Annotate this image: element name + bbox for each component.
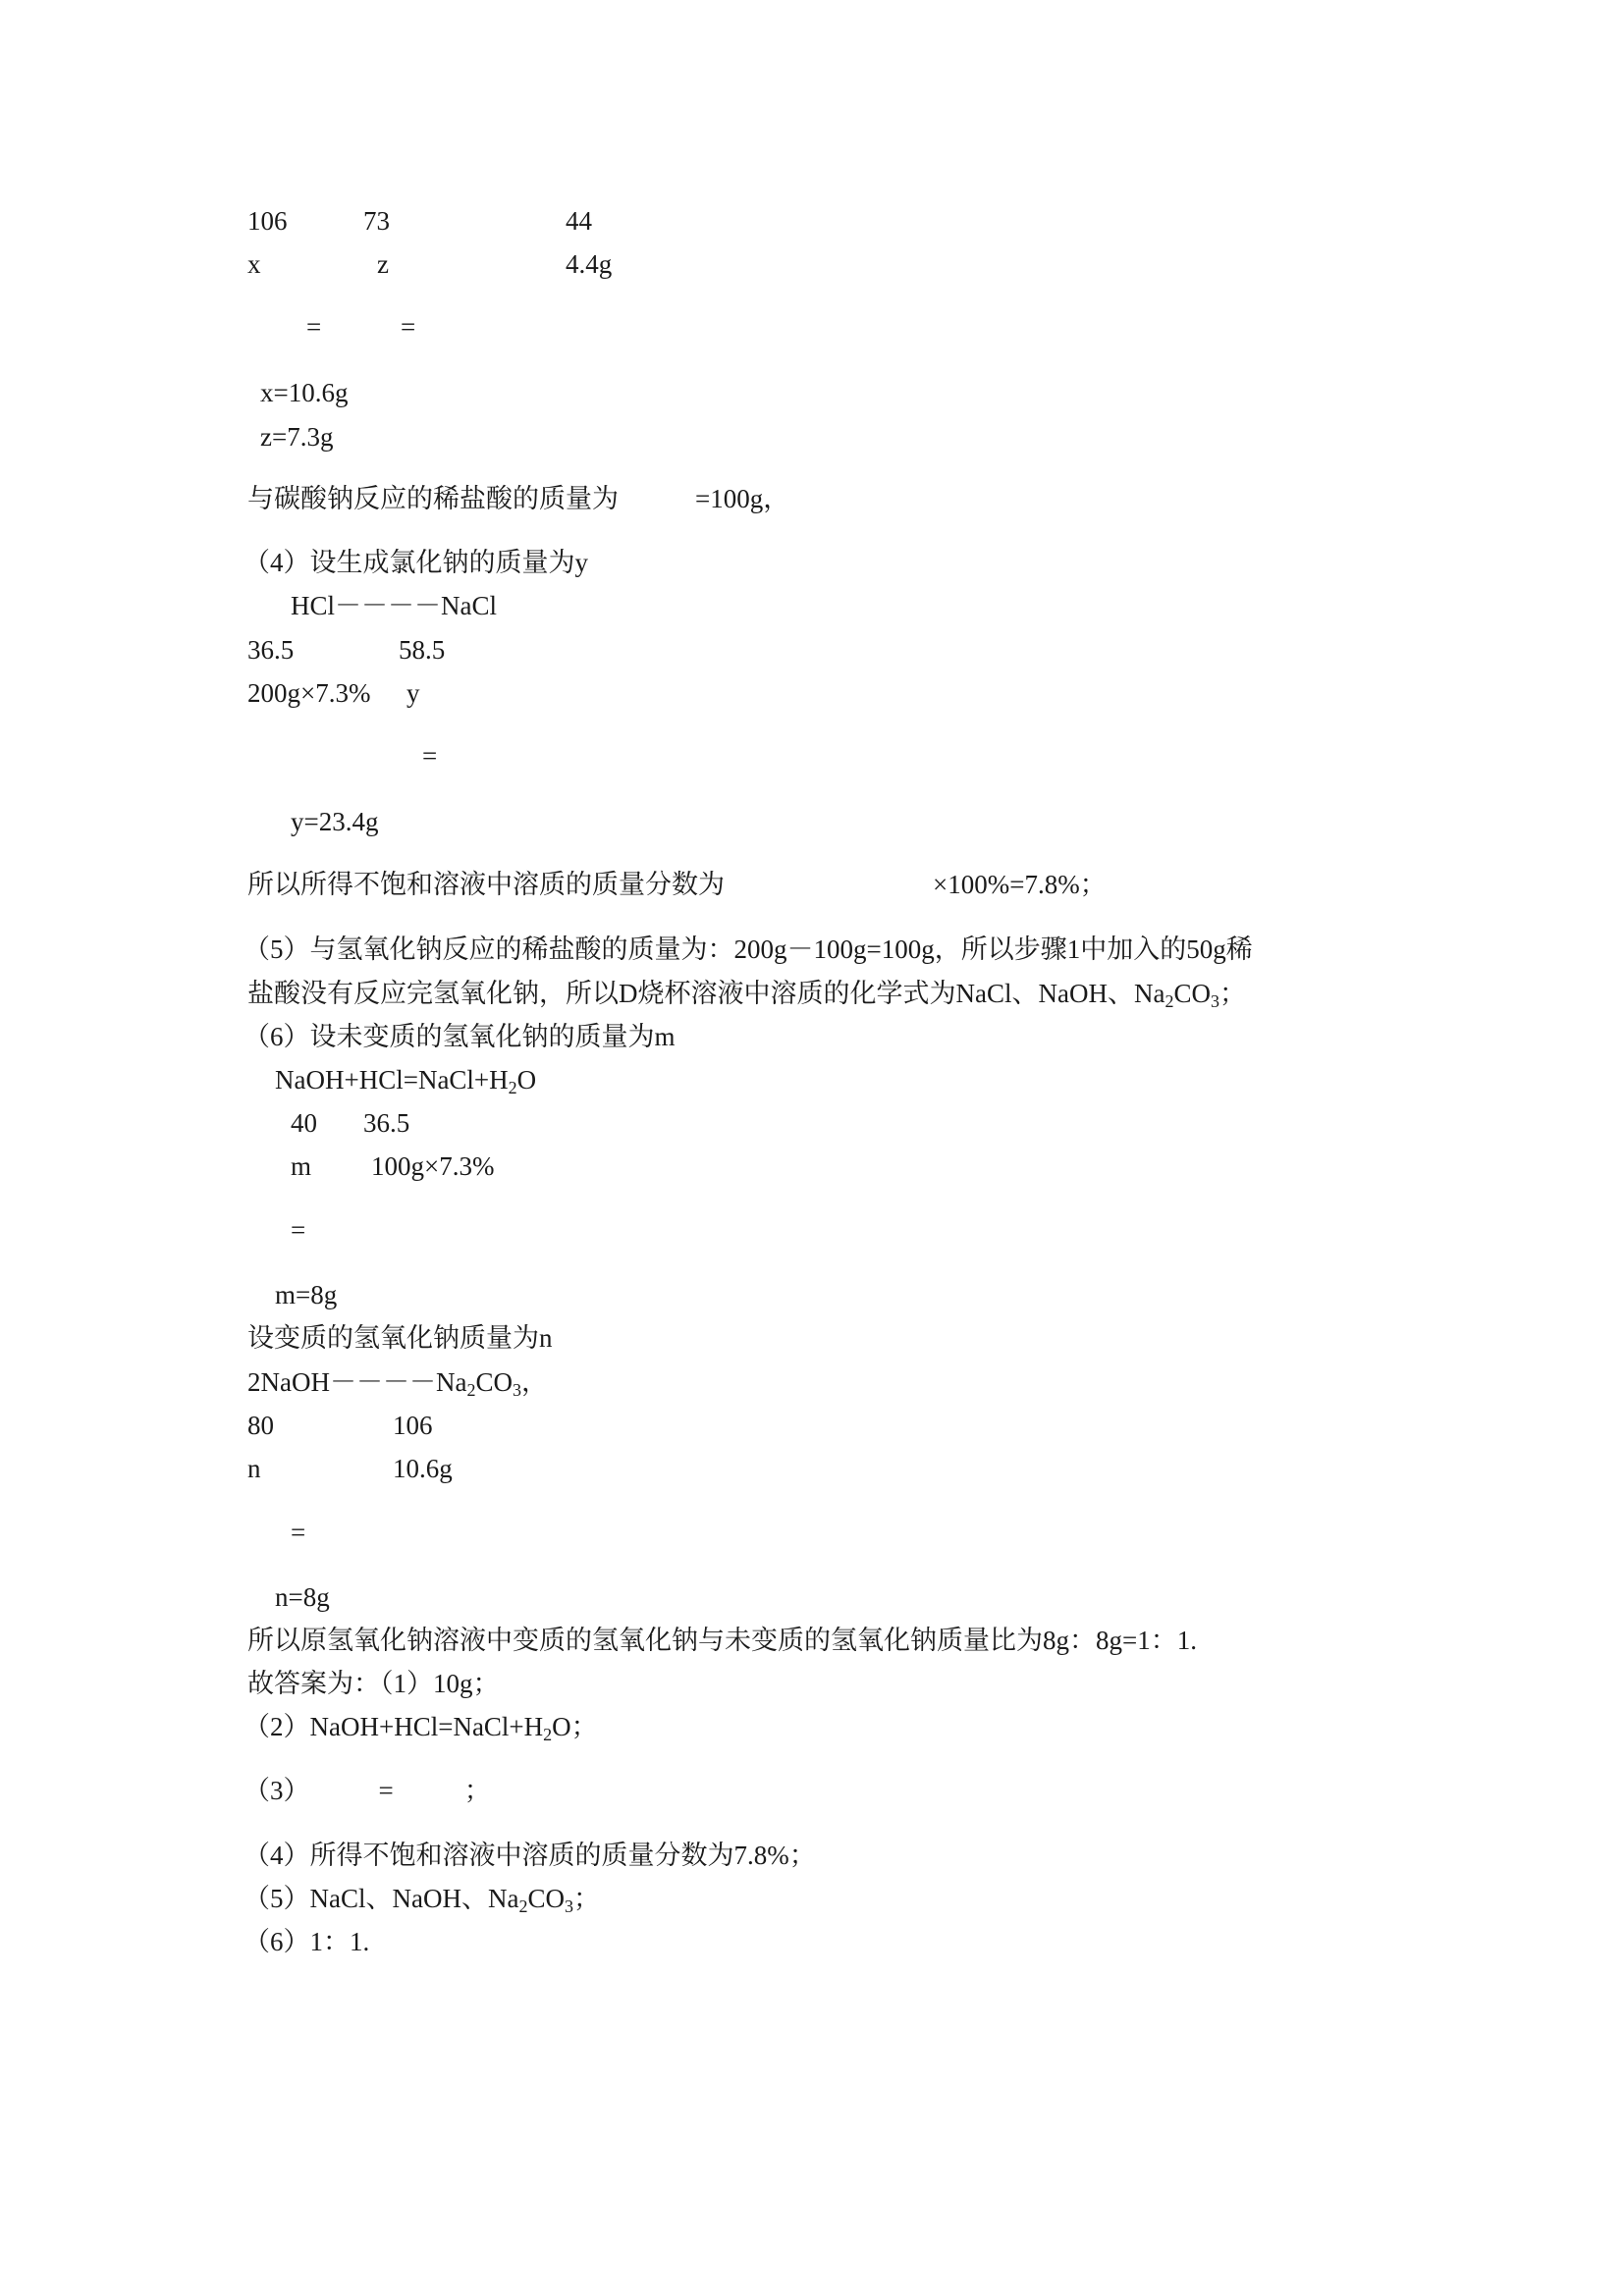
- mass-hcl: 73: [363, 206, 390, 236]
- equals-sign: =: [291, 1518, 306, 1547]
- mass-co2: 44: [566, 206, 592, 236]
- part4-mass-hcl: 36.5: [247, 635, 295, 665]
- hcl-mass-line: 与碳酸钠反应的稀盐酸的质量为 =100g，: [247, 484, 790, 513]
- part4-known-hcl: 200g×7.3%: [247, 678, 371, 708]
- part4-intro: （4）设生成氯化钠的质量为y: [244, 548, 588, 577]
- part6-relation: $2NaOH----Na_2CO_3$，: [247, 1367, 548, 1400]
- mass-na2co3: 106: [247, 206, 288, 236]
- part6-intro2: 设变质的氢氧化钠质量为n: [247, 1323, 553, 1353]
- part6-conclusion: 所以原氢氧化钠溶液中变质的氢氧化钠与未变质的氢氧化钠质量比为8g：8g=1：1.: [247, 1626, 1197, 1655]
- answer-4: （4）所得不饱和溶液中溶质的质量分数为7.8%；: [244, 1841, 816, 1870]
- equals-sign: =: [291, 1215, 306, 1245]
- fraction-line: 所以所得不饱和溶液中溶质的质量分数为 ×100%=7.8%；: [247, 870, 1107, 899]
- result-y: y=23.4g: [291, 807, 379, 836]
- part6-mass-hcl: 36.5: [363, 1108, 410, 1138]
- part4-relation: HCl－－－－NaCl: [291, 591, 498, 620]
- answer-6: （6）1：1.: [244, 1927, 370, 1956]
- answer-3: （3） = ；: [244, 1776, 491, 1805]
- part4-unknown-y: y: [406, 678, 420, 708]
- unknown-x: x: [247, 249, 261, 279]
- part6-known-hcl: 100g×7.3%: [371, 1151, 495, 1181]
- part6-intro: （6）设未变质的氢氧化钠的质量为m: [244, 1022, 676, 1051]
- part6-mass-naoh2: 80: [247, 1411, 274, 1440]
- part6-known-na2co3: 10.6g: [393, 1454, 453, 1483]
- part6-equation: $NaOH+HCl=NaCl+H_2O$: [275, 1065, 537, 1097]
- result-m: m=8g: [275, 1280, 338, 1309]
- part6-mass-na2co3: 106: [393, 1411, 433, 1440]
- part6-mass-naoh: 40: [291, 1108, 317, 1138]
- answer-5: （5）NaCl、NaOH、$Na_2CO_3$；: [244, 1884, 600, 1916]
- known-co2: 4.4g: [566, 249, 613, 279]
- result-n: n=8g: [275, 1582, 330, 1612]
- unknown-z: z: [377, 249, 389, 279]
- part5-line1: （5）与氢氧化钠反应的稀盐酸的质量为：200g－100g=100g，所以步骤1中加入的50g稀: [244, 934, 1253, 964]
- equals-sign: =: [422, 741, 438, 771]
- result-z: z=7.3g: [260, 422, 334, 452]
- answer-1: 故答案为：（1）10g；: [247, 1669, 500, 1698]
- equals-sign: =: [306, 312, 322, 342]
- equals-sign: =: [401, 312, 416, 342]
- answer-2: $(2)NaOH+HCl=NaCl+H_2O$；: [244, 1712, 598, 1744]
- part4-mass-nacl: 58.5: [399, 635, 446, 665]
- part6-unknown-n: n: [247, 1454, 261, 1483]
- part5-line2: 盐酸没有反应完氢氧化钠，所以D烧杯溶液中溶质的化学式为NaCl、NaOH、$Na_2CO_3$；: [247, 979, 1246, 1011]
- part6-unknown-m: m: [291, 1151, 312, 1181]
- result-x: x=10.6g: [260, 378, 349, 407]
